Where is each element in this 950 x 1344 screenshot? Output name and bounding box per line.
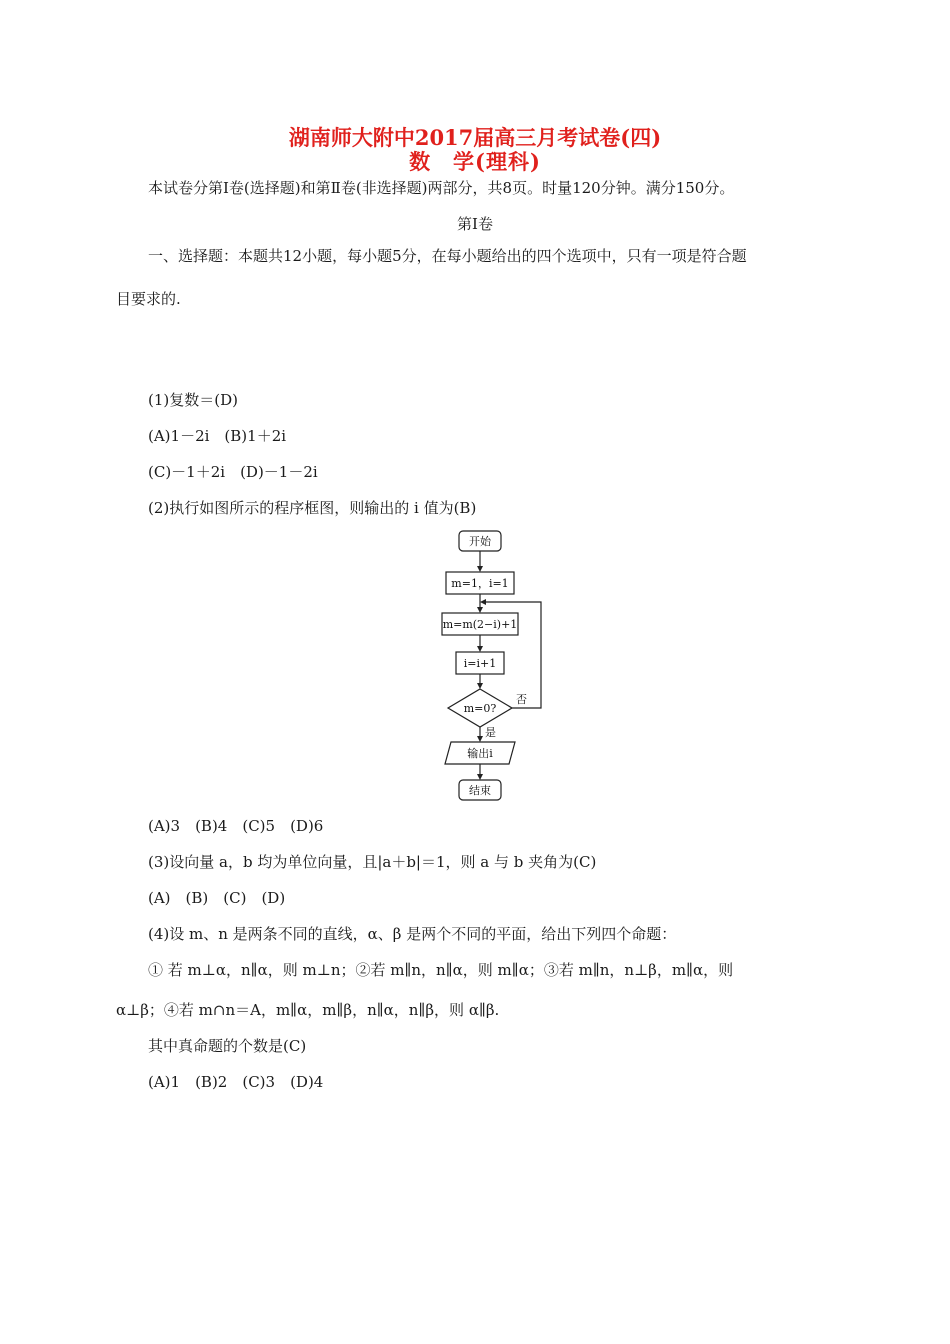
q1-options-1: (A)1－2i (B)1＋2i [148, 427, 287, 445]
flow-yes-label: 是 [485, 726, 496, 739]
exam-title: 湖南师大附中2017届高三月考试卷(四) [288, 125, 662, 150]
q2-stem: (2)执行如图所示的程序框图，则输出的 i 值为(B) [148, 499, 477, 517]
flow-output-label: 输出i [467, 747, 493, 760]
program-flowchart [440, 528, 560, 808]
exam-subject: 数 学(理科) [409, 149, 541, 174]
flow-update-i-label: i=i+1 [463, 657, 497, 670]
flow-start-label: 开始 [469, 535, 491, 548]
q1-stem: (1)复数＝(D) [148, 391, 238, 409]
q4-options: (A)1 (B)2 (C)3 (D)4 [148, 1073, 324, 1091]
q4-propositions-2: α⊥β；④若 m∩n＝A，m∥α，m∥β，n∥α，n∥β，则 α∥β. [116, 1001, 500, 1019]
q2-options: (A)3 (B)4 (C)5 (D)6 [148, 817, 324, 835]
flow-init-label: m=1，i=1 [451, 577, 509, 590]
q4-propositions-1: ① 若 m⊥α，n∥α，则 m⊥n；②若 m∥n，n∥α，则 m∥α；③若 m∥n，n⊥β，m∥α，则 [148, 961, 734, 979]
flow-no-label: 否 [516, 693, 527, 706]
q4-question: 其中真命题的个数是(C) [148, 1037, 307, 1055]
flow-condition-label: m=0? [463, 702, 497, 715]
section-instruction-cont: 目要求的. [116, 290, 181, 308]
section-instruction: 一、选择题：本题共12小题，每小题5分，在每小题给出的四个选项中，只有一项是符合题 [148, 247, 747, 265]
flow-end-label: 结束 [469, 784, 491, 797]
flow-update-m-label: m=m(2−i)+1 [442, 618, 518, 631]
q4-stem: (4)设 m、n 是两条不同的直线，α、β 是两个不同的平面，给出下列四个命题： [148, 925, 677, 943]
exam-intro: 本试卷分第Ⅰ卷(选择题)和第Ⅱ卷(非选择题)两部分，共8页。时量120分钟。满分150分。 [148, 179, 735, 197]
q1-options-2: (C)－1＋2i (D)－1－2i [148, 463, 318, 481]
q3-stem: (3)设向量 a，b 均为单位向量，且|a＋b|＝1，则 a 与 b 夹角为(C) [148, 853, 597, 871]
q3-options: (A) (B) (C) (D) [148, 889, 286, 907]
section-heading: 第Ⅰ卷 [457, 215, 493, 233]
